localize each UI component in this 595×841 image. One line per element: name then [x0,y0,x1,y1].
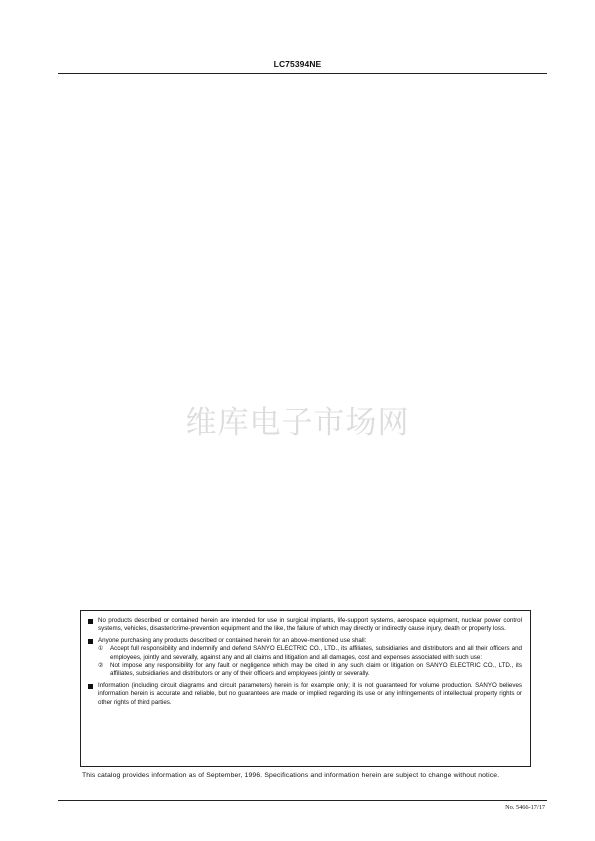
disclaimer-subitem [98,645,522,662]
page-number: No. 5466-17/17 [505,804,545,811]
header-rule [58,73,547,74]
watermark-text: 维库电子市场网 [185,405,410,441]
square-bullet-icon [88,684,93,689]
subitem-text: Accept full responsibility and indemnify and defend SANYO ELECTRIC CO., LTD., its affiliates, subsidiaries and distributors and all their officers and employees, jointly and severally, against any and all claims and litigation and all damages, cost and expenses associated with such use: [110,645,522,661]
disclaimer-text: Information (including circuit diagrams and circuit parameters) herein is for example only; it is not guaranteed for volume production. SANYO believes information herein is accurate and reliable, but no guarantees are made or implied regarding its use or any infringements of intellectual property rights or other rights of third parties. [98,681,522,706]
disclaimer-item [88,682,522,707]
disclaimer-box [80,610,531,767]
square-bullet-icon [88,619,93,624]
disclaimer-text: No products described or contained herein are intended for use in surgical implants, life-support systems, aerospace equipment, nuclear power control systems, vehicles, disaster/crime-prevention equipment and the like, the failure of which may directly or indirectly cause injury, death or property loss. [98,617,522,633]
subitem-text: Not impose any responsibility for any fault or negligence which may be cited in any such claim or litigation on SANYO ELECTRIC CO., LTD., its affiliates, subsidiaries and distributors or any of their officers and employees jointly or severally. [110,662,522,678]
disclaimer-subitem [98,662,522,679]
footer-rule [58,800,547,801]
square-bullet-icon [88,639,93,644]
page-header-title: LC75394NE [273,59,322,69]
disclaimer-item [88,617,522,634]
subitem-number: ① [98,646,104,653]
catalog-note: This catalog provides information as of September, 1996. Specifications and information herein are subject to change without notice. [82,772,500,779]
disclaimer-item [88,637,522,679]
subitem-number: ② [98,663,104,670]
disclaimer-text: Anyone purchasing any products described or contained herein for an above-mentioned use shall: [98,636,367,644]
